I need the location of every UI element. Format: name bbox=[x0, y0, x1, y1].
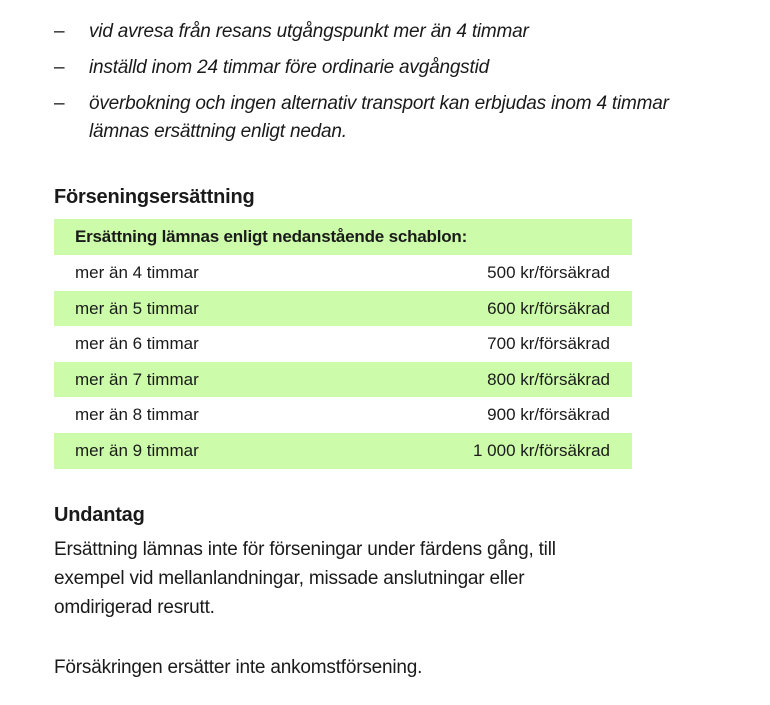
condition-list bbox=[54, 18, 674, 154]
table-header-text: Ersättning lämnas enligt nedanstående schablon: bbox=[75, 227, 468, 246]
list-item-text: vid avresa från resans utgångspunkt mer än 4 timmar bbox=[89, 21, 529, 42]
row-label: mer än 6 timmar bbox=[75, 334, 199, 354]
arrival-delay-note: Försäkringen ersätter inte ankomstförsening. bbox=[54, 657, 423, 678]
exceptions-heading: Undantag bbox=[54, 504, 145, 526]
table-row bbox=[54, 433, 632, 469]
table-row bbox=[54, 291, 632, 327]
list-item-text: inställd inom 24 timmar före ordinarie avgångstid bbox=[89, 57, 489, 78]
delay-heading: Förseningsersättning bbox=[54, 186, 255, 208]
row-amount: 1 000 kr/försäkrad bbox=[472, 440, 610, 460]
table-row bbox=[54, 326, 632, 362]
bullet-dash: – bbox=[54, 57, 65, 78]
bullet-dash: – bbox=[54, 21, 65, 42]
table-row bbox=[54, 397, 632, 433]
list-item bbox=[54, 90, 674, 146]
row-amount: 900 kr/försäkrad bbox=[487, 405, 610, 425]
list-item-text: överbokning och ingen alternativ transport kan erbjudas inom 4 timmar lämnas ersättning enligt nedan. bbox=[89, 93, 669, 142]
row-label: mer än 4 timmar bbox=[75, 263, 199, 282]
table-header bbox=[54, 219, 632, 255]
row-label: mer än 7 timmar bbox=[75, 369, 199, 389]
bullet-dash: – bbox=[54, 93, 65, 114]
table-row bbox=[54, 255, 632, 291]
row-amount: 800 kr/försäkrad bbox=[487, 369, 610, 389]
compensation-table bbox=[54, 219, 632, 469]
list-item bbox=[54, 54, 674, 82]
row-amount: 700 kr/försäkrad bbox=[487, 334, 610, 354]
list-item bbox=[54, 18, 674, 46]
exceptions-paragraph: Ersättning lämnas inte för förseningar under färdens gång, till exempel vid mellanlandningar, missade anslutningar eller omdirigerad resrutt. bbox=[54, 539, 556, 618]
row-amount: 500 kr/försäkrad bbox=[487, 263, 610, 282]
row-label: mer än 8 timmar bbox=[75, 405, 199, 425]
row-label: mer än 5 timmar bbox=[75, 298, 199, 318]
row-amount: 600 kr/försäkrad bbox=[487, 298, 610, 318]
table-row bbox=[54, 362, 632, 398]
row-label: mer än 9 timmar bbox=[75, 440, 199, 460]
